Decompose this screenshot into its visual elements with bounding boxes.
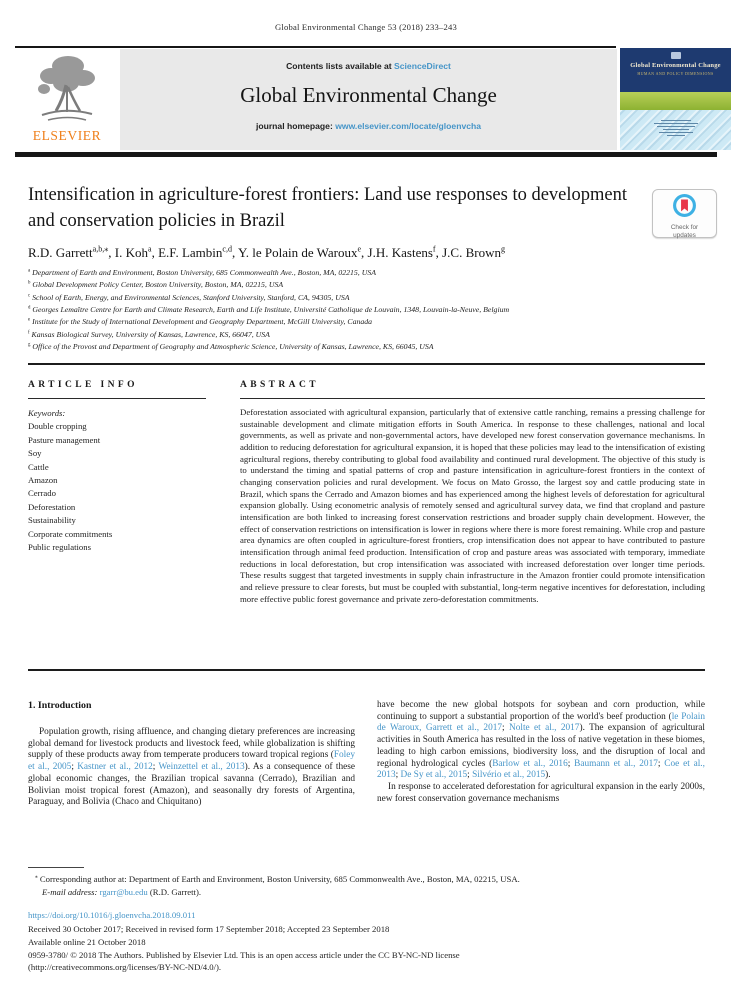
body-right-column (377, 700, 705, 805)
keyword: Cerrado (28, 488, 56, 499)
doi-url[interactable]: https://doi.org/10.1016/j.gloenvcha.2018.09.011 (28, 910, 196, 920)
cover-title: Global Environmental Change (630, 62, 721, 69)
received-dates: Received 30 October 2017; Received in revised form 17 September 2018; Accepted 23 September 2018 (28, 924, 390, 934)
journal-masthead (120, 49, 617, 150)
keyword: Double cropping (28, 421, 87, 432)
intro-paragraph: have become the new global hotspots for soybean and corn production, while continuing to support a substantial proportion of the world's beef production (le Polain de Waroux, Garrett et al., 2017; Nolte et al., 2017). The expansion of agricultural activities in South America has resulted in the loss of native vegetation in these biomes, leading to high carbon emissions, biodiversity loss, and the disruption of local and regional hydrological cycles (Barlow et al., 2016; Baumann et al., 2017; Coe et al., 2013; De Sy et al., 2015; Silvério et al., 2015). (377, 700, 705, 781)
cover-publisher-mark-icon (671, 52, 681, 59)
affiliation-list (28, 267, 705, 353)
keyword: Pasture management (28, 434, 101, 445)
corresponding-author-note: ⁎ Corresponding author at: Department of Earth and Environment, Boston University, 685 Commonwealth Ave., Boston, MA, 02215, USA. (35, 874, 520, 884)
cover-subtitle: HUMAN AND POLICY DIMENSIONS (637, 71, 714, 76)
journal-cover-thumbnail[interactable] (620, 48, 731, 150)
elsevier-wordmark: ELSEVIER (32, 128, 102, 143)
available-online: Available online 21 October 2018 (28, 937, 146, 947)
cover-green-band (620, 92, 731, 110)
abstract-bottom-rule (28, 669, 705, 671)
keyword: Public regulations (28, 542, 91, 553)
contents-prefix: Contents lists available at (286, 61, 395, 71)
section-divider-rule (28, 363, 705, 365)
sciencedirect-link[interactable]: ScienceDirect (394, 61, 451, 71)
affiliation: $^a$ Department of Earth and Environment, Boston University, 685 Commonwealth Ave., Boston, MA, 02215, USA (28, 268, 377, 277)
email-note: E-mail address: rgarr@bu.edu (R.D. Garrett). (42, 886, 202, 897)
check-badge-label (653, 224, 716, 240)
contents-line (120, 61, 617, 71)
affiliation: $^d$ Georges Lemaître Centre for Earth and Climate Research, Earth and Life Institute, Université Catholique de Louvain, 1348, Louvain-la-Neuve, Belgium (28, 305, 510, 315)
abstract-underline (240, 398, 705, 399)
cover-artwork (620, 110, 731, 150)
keyword: Deforestation (28, 501, 76, 512)
journal-homepage-link[interactable]: www.elsevier.com/locate/gloenvcha (335, 121, 482, 131)
keywords-block (28, 407, 208, 554)
keywords-label: Keywords: (28, 408, 66, 418)
affiliation: $^b$ Global Development Policy Center, Boston University, Boston, MA, 02215, USA (28, 280, 284, 290)
homepage-prefix: journal homepage: (255, 121, 336, 131)
crossmark-icon (672, 193, 697, 218)
check-for-updates-badge[interactable] (652, 189, 717, 238)
footnote-block (28, 873, 688, 898)
article-info-heading: ARTICLE INFO (28, 380, 138, 390)
abstract-text: Deforestation associated with agricultural expansion, particularly that of extensive cattle ranching, remains a pressing challenge for sustainable development and climate mitigation efforts in South America. In response to these challenges, national and local governments, as well as private and non-governmental actors, have developed new forest conservation governance mechanisms. In addition to reducing deforestation for agricultural expansion, it is hoped that these policies may lead to the intensification of existing agricultural regions, thereby contributing to global food availability and continued rural development. The objective of this study is to understand the timing and spatial patterns of crop and pasture intensification in agriculture-forest frontiers in the context of changing conservation policies and rural development. We focus on Mato Grosso, the largest soy and cattle producing state in Brazil, which spans the Cerrado and Amazon biomes and has experienced among the highest levels of deforestation for agricultural expansion globally. Using econometric analysis of remotely sensed and agricultural survey data, we find that cropland and pasture intensification are both linked to increasing forest conservation restrictions and broader supply chain development. However, the effect of conservation restrictions on intensification is lower in regions where there is more forest remaining. While crop and pasture area dynamics are often coupled in agriculture-forest frontiers, crop intensification does not appear to have contributed to pasture intensification through animal feed production. Intensification of crop and pasture areas was associated with temporary, immediate reductions in local deforestation, but crop intensification was associated with increased deforestation over longer time periods. These results suggest that targeted investments in supply chain infrastructure in the Amazon frontier could promote intensification and relieve pressure to clear forests, but must be coupled with substantial, long-term negative incentives for deforestation, including more effective public forest governance and private zero-deforestation commitments. (240, 407, 705, 604)
article-info-underline (28, 398, 206, 399)
author-list: R.D. Garrett$^{a,b,⁎}$, I. Koh$^a$, E.F. Lambin$^{c,d}$, Y. le Polain de Waroux$^e$, J.H. Kastens$^f$, J.C. Brown$^g$ (28, 244, 505, 260)
affiliation: $^e$ Institute for the Study of International Development and Geography Department, McGill University, Canada (28, 317, 373, 327)
keyword: Cattle (28, 461, 49, 472)
affiliation: $^f$ Kansas Biological Survey, University of Kansas, Lawrence, KS, 66047, USA (28, 329, 270, 339)
keyword: Sustainability (28, 515, 76, 526)
header-bottom-bar (15, 152, 717, 157)
header-top-rule (15, 46, 616, 48)
affiliation: $^c$ School of Earth, Energy, and Environmental Sciences, Stanford University, Stanford, CA, 94305, USA (28, 292, 350, 302)
journal-title: Global Environmental Change (240, 83, 497, 107)
license-url: (http://creativecommons.org/licenses/BY-NC-ND/4.0/). (28, 962, 222, 972)
homepage-line (120, 121, 617, 131)
check-badge-line1: Check for (670, 224, 699, 231)
article-title: Intensification in agriculture-forest frontiers: Land use responses to development and conservation policies in Brazil (28, 185, 628, 231)
copyright-line: 0959-3780/ © 2018 The Authors. Published by Elsevier Ltd. This is an open access article under the CC BY-NC-ND license (28, 950, 460, 960)
keyword: Soy (28, 448, 42, 459)
keyword: Amazon (28, 475, 58, 486)
intro-paragraph: In response to accelerated deforestation for agricultural expansion in the early 2000s, new forest conservation governance mechanisms (377, 781, 705, 804)
introduction-heading: 1. Introduction (28, 700, 92, 711)
keyword: Corporate commitments (28, 528, 113, 539)
intro-paragraph: Population growth, rising affluence, and changing dietary preferences are increasing global demand for livestock products and livestock feed, while globalization is shifting supply of these products away from temperate producers toward tropical regions (Foley et al., 2005; Kastner et al., 2012; Weinzettel et al., 2013). As a consequence of these global economic changes, the Brazilian tropical savanna (Cerrado), Brazilian and Bolivian moist tropical forest (Amazon), and seasonally dry forests of Argentina, Paraguay, and Bolivia (Chaco and Chiquitano) (28, 727, 355, 808)
body-left-column (28, 700, 355, 809)
running-head-citation: Global Environmental Change 53 (2018) 233–243 (274, 22, 458, 32)
affiliation: $^g$ Office of the Provost and Department of Geography and Atmospheric Science, University of Kansas, Lawrence, KS, 66045, USA (28, 342, 434, 352)
abstract-heading: ABSTRACT (240, 380, 319, 390)
doi-link (28, 910, 195, 920)
elsevier-tree-icon (15, 51, 119, 130)
check-badge-line2: updates (673, 232, 696, 239)
cover-fineprint-lines (650, 118, 701, 138)
footnote-rule (28, 867, 84, 868)
elsevier-logo (15, 49, 119, 150)
